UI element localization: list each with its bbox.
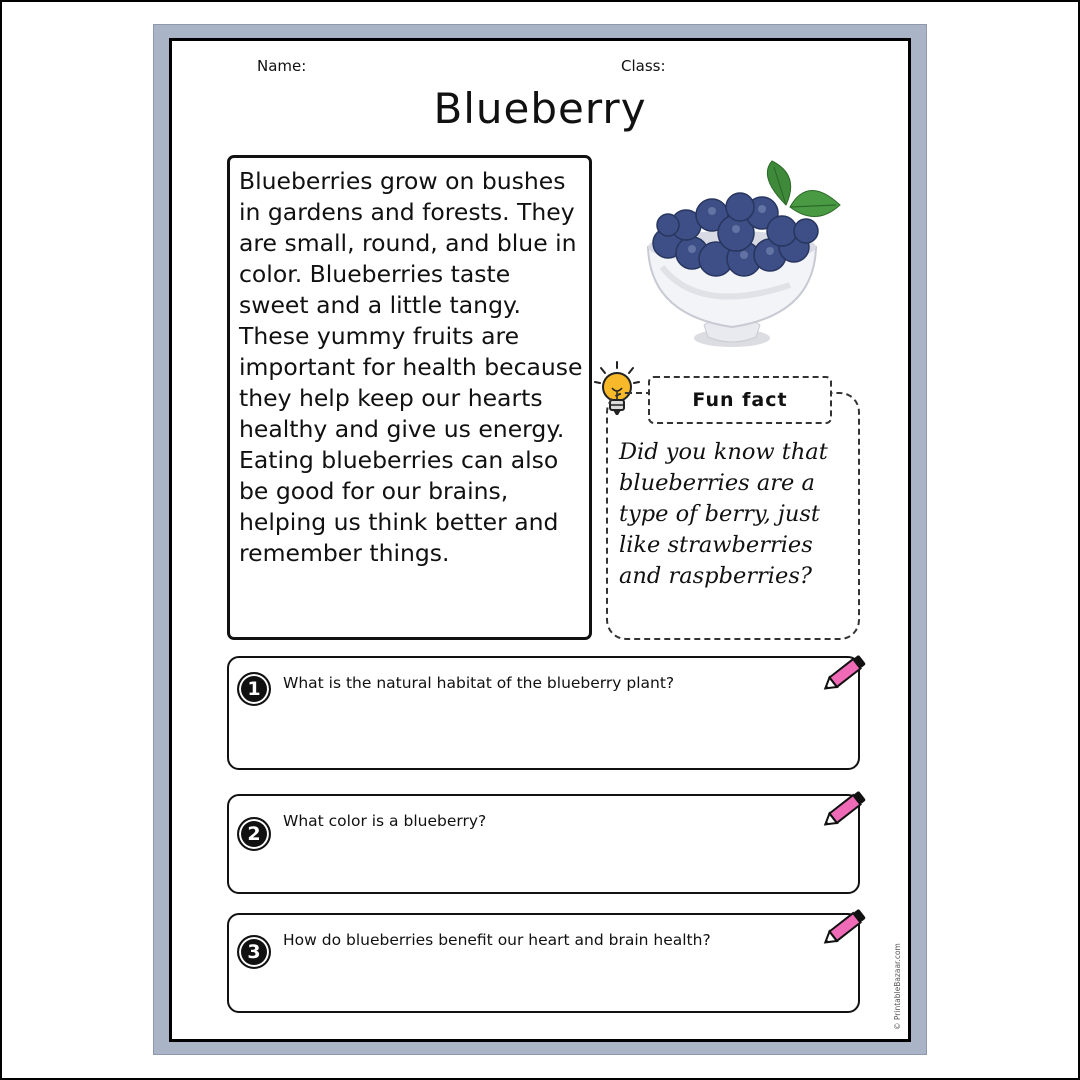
question-2-number: 2 — [237, 817, 271, 851]
question-2-text: What color is a blueberry? — [283, 812, 487, 830]
question-3-number: 3 — [237, 935, 271, 969]
name-label: Name: — [257, 57, 307, 75]
fun-fact-text: Did you know that blueberries are a type of berry, just like strawberries and raspberries? — [619, 439, 828, 589]
reading-passage: Blueberries grow on bushes in gardens and forests. They are small, round, and blue in color. Blueberries taste sweet and a little tangy. These yummy fruits are important for health because they help keep our hearts healthy and give us energy. Eating blueberries can also be good for our brains, helping us think better and remember things. — [227, 155, 592, 640]
fun-fact-label: Fun fact — [648, 376, 832, 424]
blueberry-bowl-illustration — [640, 155, 850, 355]
pencil-icon — [820, 650, 870, 696]
question-3-answer-box[interactable] — [227, 913, 860, 1013]
page-title: Blueberry — [433, 84, 647, 133]
question-1-text: What is the natural habitat of the blueberry plant? — [283, 674, 675, 692]
class-label: Class: — [621, 57, 666, 75]
question-2-answer-box[interactable] — [227, 794, 860, 894]
pencil-icon — [820, 904, 870, 950]
question-3-text: How do blueberries benefit our heart and brain health? — [283, 931, 711, 949]
pencil-icon — [820, 786, 870, 832]
watermark: © PrintableBazaar.com — [893, 943, 902, 1030]
question-1-number: 1 — [237, 672, 271, 706]
